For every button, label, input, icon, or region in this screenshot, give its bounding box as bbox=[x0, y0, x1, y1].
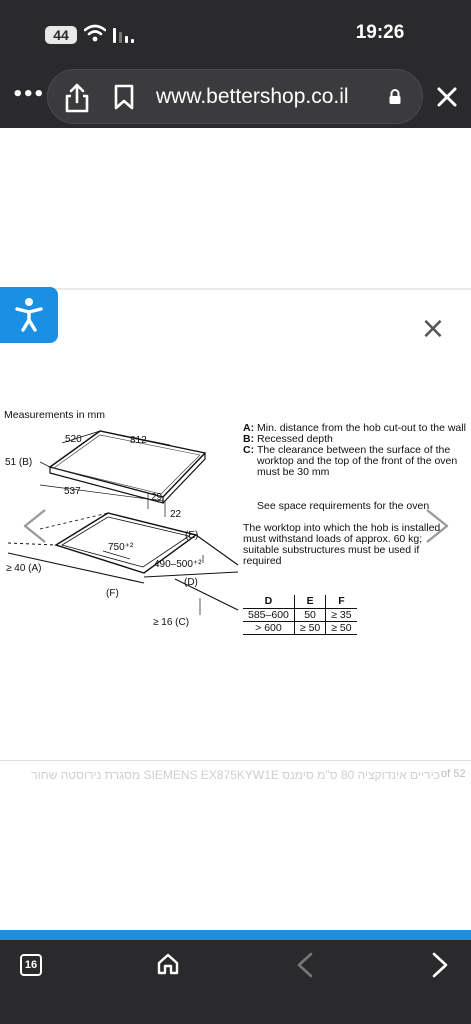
legend-item: B: Recessed depth bbox=[243, 433, 333, 445]
page-count: of 52 bbox=[441, 768, 466, 780]
table-header-row bbox=[243, 595, 357, 608]
dim-520: 520 bbox=[65, 434, 82, 445]
dim-490: 490–500⁺² bbox=[154, 559, 202, 570]
legend-item: C: The clearance between the surface of the worktop and the top of the front of the oven must be 30 mm bbox=[243, 444, 458, 478]
dim-29: 29 bbox=[151, 492, 163, 503]
table-cell: > 600 bbox=[243, 621, 294, 634]
bottom-toolbar bbox=[0, 940, 471, 1024]
table-cell: 585–600 bbox=[243, 608, 294, 621]
doc-title: Measurements in mm bbox=[4, 409, 105, 421]
close-overlay-button[interactable]: × bbox=[420, 311, 446, 346]
bookmark-icon[interactable] bbox=[114, 84, 134, 110]
oven-note: See space requirements for the oven bbox=[257, 500, 430, 512]
table-row bbox=[243, 621, 357, 634]
table-row bbox=[243, 608, 357, 621]
forward-arrow-icon[interactable] bbox=[431, 952, 449, 978]
label-f: (F) bbox=[106, 588, 119, 599]
worktop-note: The worktop into which the hob is installed must withstand loads of approx. 60 kg; suitable substructures must be used if required bbox=[243, 522, 441, 567]
accent-strip bbox=[0, 930, 471, 940]
url-text[interactable]: www.bettershop.co.il bbox=[156, 85, 349, 108]
table-cell: ≥ 50 bbox=[294, 621, 325, 634]
dim-537: 537 bbox=[64, 486, 81, 497]
address-bar[interactable] bbox=[47, 69, 423, 124]
battery-indicator: 44 bbox=[45, 26, 77, 44]
status-bar bbox=[0, 0, 471, 62]
dim-40: ≥ 40 (A) bbox=[6, 563, 42, 574]
document-page bbox=[0, 405, 471, 640]
wifi-icon bbox=[84, 24, 106, 42]
accessibility-button[interactable] bbox=[0, 287, 58, 343]
dim-16: ≥ 16 (C) bbox=[153, 617, 190, 628]
table-header: D bbox=[243, 595, 294, 608]
tabs-button[interactable]: 16 bbox=[20, 954, 42, 976]
legend-item: A: Min. distance from the hob cut-out to the wall bbox=[243, 422, 466, 434]
dim-812: 812 bbox=[130, 435, 147, 446]
pdf-title: כיריים אינדוקציה 80 ס"מ סימנס SIEMENS EX875KYW1E מסגרת נירוסטה שחור bbox=[31, 768, 440, 782]
table-cell: ≥ 35 bbox=[326, 608, 357, 621]
clock: 19:26 bbox=[355, 22, 405, 43]
share-icon[interactable] bbox=[64, 83, 90, 113]
dim-51: 51 (B) bbox=[5, 457, 33, 468]
more-dots-icon[interactable]: ••• bbox=[12, 84, 44, 105]
dim-22: 22 bbox=[170, 509, 182, 520]
back-arrow-icon[interactable] bbox=[296, 952, 314, 978]
table-cell: 50 bbox=[294, 608, 325, 621]
lock-icon bbox=[388, 89, 402, 105]
table-cell: ≥ 50 bbox=[326, 621, 357, 634]
accessibility-icon bbox=[0, 287, 58, 343]
next-image-button[interactable] bbox=[424, 508, 450, 544]
table-header: F bbox=[326, 595, 357, 608]
signal-icon bbox=[112, 26, 138, 44]
dim-750: 750⁺² bbox=[108, 542, 134, 553]
table-header: E bbox=[294, 595, 325, 608]
label-e: (E) bbox=[185, 530, 199, 541]
home-icon[interactable] bbox=[156, 952, 180, 976]
label-d: (D) bbox=[184, 577, 198, 588]
browser-bar bbox=[0, 62, 471, 128]
dimensions-table bbox=[243, 595, 357, 635]
overlay-top-edge bbox=[0, 288, 471, 290]
previous-image-button[interactable] bbox=[22, 508, 48, 544]
divider bbox=[0, 760, 471, 761]
legend bbox=[243, 423, 468, 478]
close-icon[interactable] bbox=[436, 86, 458, 108]
